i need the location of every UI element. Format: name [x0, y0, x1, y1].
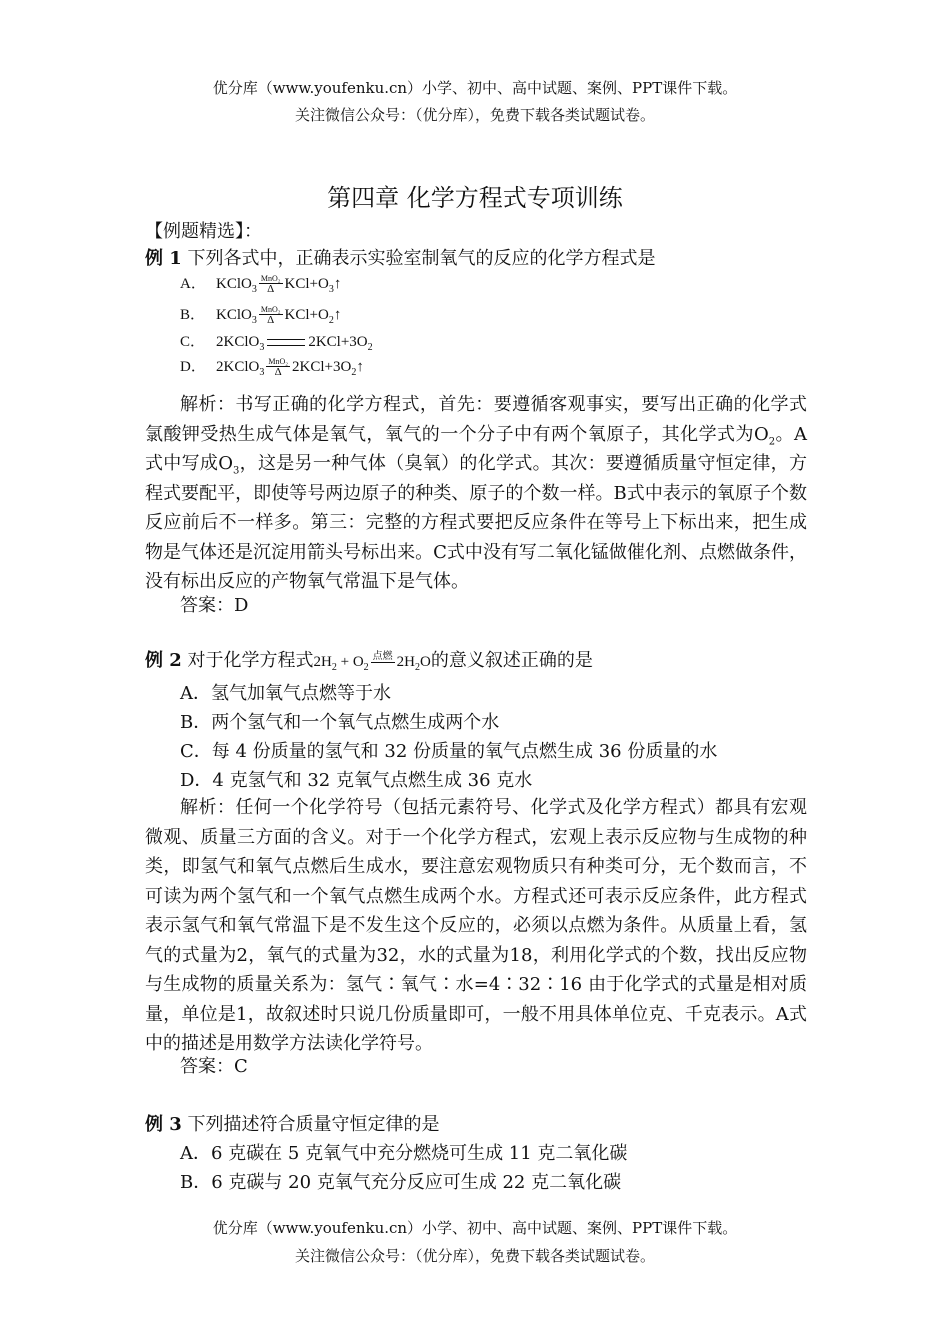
page-title: 第四章 化学方程式专项训练 — [327, 184, 623, 212]
example-2-equation: $2H_2 + O_2$ 点燃 $2H_2O$ — [313, 651, 431, 673]
example-1-option-c: C． 2KClO$_3$ $2KCl+3O_2$ — [180, 329, 373, 355]
option-letter: C． — [180, 334, 206, 350]
example-2-option-a: A．氢气加氧气点燃等于水 — [180, 683, 391, 704]
reaction-condition: 点燃 — [372, 651, 393, 663]
example-2-analysis: 解析：任何一个化学符号（包括元素符号、化学式及化学方程式）都具有宏观微观、质量三方面的含义。对于一个化学方程式，宏观上表示反应物与生成物的种类，即氢气和氧气点燃后生成水，要注意宏观物质只有种类可分，无个数而言，不可读为两个氢气和一个氧气点燃生成两个水。方程式还可表示反应条件，此方程式表示氢气和氧气常温下是不发生这个反应的，必须以点燃为条件。从质量上看，氢气的式量为2，氧气的式量为32，水的式量为18，利用化学式的个数，找出反应物与生成物的质量关系为：氢气∶氧气∶水=4∶32∶16 由于化学式的式量是相对质量，单位是1，故叙述时只说几份质量即可，一般不用具体单位克、千克表示。A式中的描述是用数学方法读化学符号。 — [145, 797, 807, 1054]
example-2-answer: 答案：C — [180, 1056, 248, 1077]
gas-arrow-icon: ↑ — [333, 276, 342, 292]
header-line-1: 优分库（www.youfenku.cn）小学、初中、高中试题、案例、PPT课件下载。 — [212, 79, 738, 97]
footer-line-1: 优分库（www.youfenku.cn）小学、初中、高中试题、案例、PPT课件下载。 — [212, 1219, 738, 1237]
example-1-label: 例 1 — [145, 248, 182, 269]
section-label: 【例题精选】： — [145, 221, 262, 242]
example-3-option-a: A．6 克碳在 5 克氧气中充分燃烧可生成 11 克二氧化碳 — [180, 1143, 628, 1164]
example-1-text: 下列各式中，正确表示实验室制氧气的反应的化学方程式是 — [187, 248, 656, 269]
gas-arrow-icon: ↑ — [356, 359, 364, 375]
example-3-question: 例 3 下列描述符合质量守恒定律的是 — [145, 1114, 440, 1135]
header-line-2: 关注微信公众号：（优分库），免费下载各类试题试卷。 — [294, 106, 655, 124]
example-3-option-b: B．6 克碳与 20 克氧气充分反应可生成 22 克二氧化碳 — [180, 1172, 622, 1193]
reaction-condition: MnO₂ Δ — [260, 274, 281, 296]
example-2-question: 例 2 对于化学方程式$2H_2 + O_2$ 点燃 $2H_2O$的意义叙述正确的是 — [145, 650, 593, 673]
example-1-analysis: 解析：书写正确的化学方程式，首先：要遵循客观事实，要写出正确的化学式氯酸钾受热生成气体是氧气，氧气的一个分子中有两个氧原子，其化学式为$O_2$。A式中写成$O_3$，这是另一种气体（臭氧）的化学式。其次：要遵循质量守恒定律，方程式要配平，即使等号两边原子的种类、原子的个数一样。B式中表示的氧原子个数反应前后不一样多。第三：完整的方程式要把反应条件在等号上下标出来，把生成物是气体还是沉淀用箭头号标出来。C式中没有写二氧化锰做催化剂、点燃做条件，没有标出反应的产物氧气常温下是气体。 — [145, 394, 807, 592]
example-2-option-d: D．4 克氢气和 32 克氧气点燃生成 36 克水 — [180, 770, 533, 791]
reaction-condition: MnO₂ Δ — [268, 357, 289, 379]
example-2-option-c: C．每 4 份质量的氢气和 32 份质量的氧气点燃生成 36 份质量的水 — [180, 741, 718, 762]
equals-sign-icon — [267, 339, 305, 346]
reaction-condition: MnO₂ Δ — [260, 305, 281, 327]
example-1-question — [145, 246, 656, 272]
option-letter: B． — [180, 307, 206, 323]
option-letter: D． — [180, 359, 206, 375]
example-1-option-a: A． KClO$_3$ MnO₂ Δ $KCl+O_3↑$ — [180, 271, 341, 297]
option-letter: A． — [180, 276, 206, 292]
example-2-label: 例 2 — [145, 650, 182, 671]
example-1-option-d: D． 2KClO$_3$ MnO₂ Δ $2KCl+3O_2↑$ — [180, 354, 364, 380]
example-3-label: 例 3 — [145, 1114, 182, 1135]
example-1-option-b: B． KClO$_3$ MnO₂ Δ $KCl+O_2↑$ — [180, 302, 341, 328]
example-2-option-b: B．两个氢气和一个氧气点燃生成两个水 — [180, 712, 500, 733]
gas-arrow-icon: ↑ — [333, 307, 342, 323]
example-1-answer: 答案：D — [180, 595, 249, 616]
footer-line-2: 关注微信公众号：（优分库），免费下载各类试题试卷。 — [294, 1247, 655, 1265]
